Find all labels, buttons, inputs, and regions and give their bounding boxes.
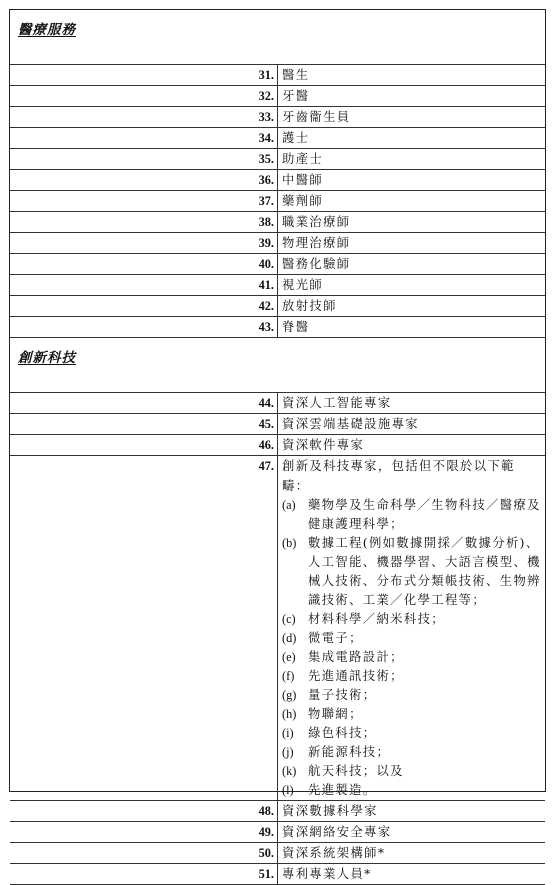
row-number: 37. [10,191,278,212]
table-row [10,233,545,254]
occupation-name: 中醫師 [282,173,324,187]
subitem-marker: (d) [282,631,297,645]
subitem-marker: (a) [282,498,296,512]
subitem-marker: (f) [282,669,295,683]
occupation-cell [278,212,546,233]
table-row [10,296,545,317]
table-row [10,128,545,149]
occupation-cell [278,128,546,149]
occupation-name: 物理治療師 [282,236,351,250]
table-row [10,170,545,191]
occupation-cell [278,822,546,843]
table-row [10,86,545,107]
table-row [10,107,545,128]
row-number: 34. [10,128,278,149]
subitem-marker: (g) [282,688,297,702]
row-number: 31. [10,65,278,86]
subitem [282,686,541,705]
subitem [282,648,541,667]
table-row [10,191,545,212]
row-number: 46. [10,435,278,456]
occupation-cell [278,107,546,128]
occupation-cell [278,65,546,86]
subitem-text: 材料科學／納米科技； [308,612,445,626]
occupation-cell [278,843,546,864]
subitem-list [282,496,541,800]
occupation-name: 資深系統架構師* [282,846,386,860]
subitem [282,705,541,724]
row-number: 36. [10,170,278,191]
subitem [282,629,541,648]
subitem-text: 數據工程(例如數據開採／數據分析)、人工智能、機器學習、大語言模型、機械人技術、分布式分類帳技術、生物辨識技術、工業／化學工程等； [308,536,541,607]
subitem-text: 航天科技；以及 [308,764,404,778]
occupation-cell [278,393,546,414]
row-number: 50. [10,843,278,864]
section-header-row [10,10,545,65]
table-row [10,435,545,456]
row-number: 35. [10,149,278,170]
row-number: 32. [10,86,278,107]
occupation-cell [278,414,546,435]
occupation-name: 資深數據科學家 [282,804,378,818]
occupation-table [10,10,545,885]
occupation-name: 醫生 [282,68,310,82]
occupation-name: 助產士 [282,152,324,166]
subitem-text: 先進製造。 [308,783,377,797]
subitem-marker: (c) [282,612,296,626]
occupation-cell [278,170,546,191]
occupation-cell [278,435,546,456]
occupation-cell [278,191,546,212]
occupation-name: 專利專業人員* [282,867,372,881]
table-row [10,317,545,338]
row-number: 49. [10,822,278,843]
subitem [282,610,541,629]
subitem-marker: (h) [282,707,297,721]
table-row [10,254,545,275]
table-row [10,65,545,86]
row-number: 40. [10,254,278,275]
row-number: 38. [10,212,278,233]
subitem-text: 集成電路設計； [308,650,404,664]
occupation-name: 資深雲端基礎設施專家 [282,417,419,431]
occupation-cell [278,296,546,317]
subitem [282,534,541,610]
subitem-text: 綠色科技； [308,726,377,740]
table-row [10,414,545,435]
row-number: 33. [10,107,278,128]
subitem-marker: (i) [282,726,294,740]
row-number: 45. [10,414,278,435]
row-number: 48. [10,801,278,822]
subitem-text: 量子技術； [308,688,377,702]
subitem-marker: (l) [282,783,294,797]
occupation-cell [278,149,546,170]
occupation-cell [278,456,546,801]
occupation-cell [278,275,546,296]
occupation-name: 資深人工智能專家 [282,396,392,410]
occupation-name: 護士 [282,131,310,145]
row-number: 51. [10,864,278,885]
subitem [282,667,541,686]
occupation-cell [278,254,546,275]
table-row [10,149,545,170]
occupation-name: 牙醫 [282,89,310,103]
subitem-text: 物聯網； [308,707,363,721]
subitem [282,743,541,762]
occupation-cell [278,233,546,254]
occupation-name: 醫務化驗師 [282,257,351,271]
row-number: 39. [10,233,278,254]
subitem-text: 新能源科技； [308,745,391,759]
occupation-name: 資深網絡安全專家 [282,825,392,839]
occupation-name: 脊醫 [282,320,310,334]
occupation-name: 藥劑師 [282,194,324,208]
subitem-marker: (k) [282,764,297,778]
table-row [10,822,545,843]
occupation-name: 放射技師 [282,299,337,313]
occupation-list-table [9,9,546,881]
table-row [10,212,545,233]
section-title: 醫療服務 [18,22,76,38]
occupation-cell [278,864,546,885]
occupation-name: 視光師 [282,278,324,292]
table-row [10,864,545,885]
subitem [282,762,541,781]
subitem [282,781,541,800]
row-number: 43. [10,317,278,338]
row-number: 42. [10,296,278,317]
row-number: 44. [10,393,278,414]
occupation-name: 職業治療師 [282,215,351,229]
occupation-cell [278,801,546,822]
occupation-name: 創新及科技專家，包括但不限於以下範疇： [282,459,515,493]
table-row [10,393,545,414]
occupation-name: 資深軟件專家 [282,438,365,452]
table-row [10,456,545,801]
table-row [10,801,545,822]
section-title: 創新科技 [18,350,76,366]
occupation-cell [278,86,546,107]
subitem [282,496,541,534]
subitem-text: 藥物學及生命科學／生物科技／醫療及健康護理科學； [308,498,541,531]
subitem-text: 先進通訊技術； [308,669,404,683]
subitem-marker: (j) [282,745,294,759]
table-row [10,843,545,864]
occupation-name: 牙齒衞生員 [282,110,351,124]
table-row [10,275,545,296]
subitem [282,724,541,743]
row-number: 47. [10,456,278,801]
subitem-text: 微電子； [308,631,363,645]
row-number: 41. [10,275,278,296]
subitem-marker: (b) [282,536,297,550]
occupation-cell [278,317,546,338]
subitem-marker: (e) [282,650,296,664]
section-header-row [10,338,545,393]
